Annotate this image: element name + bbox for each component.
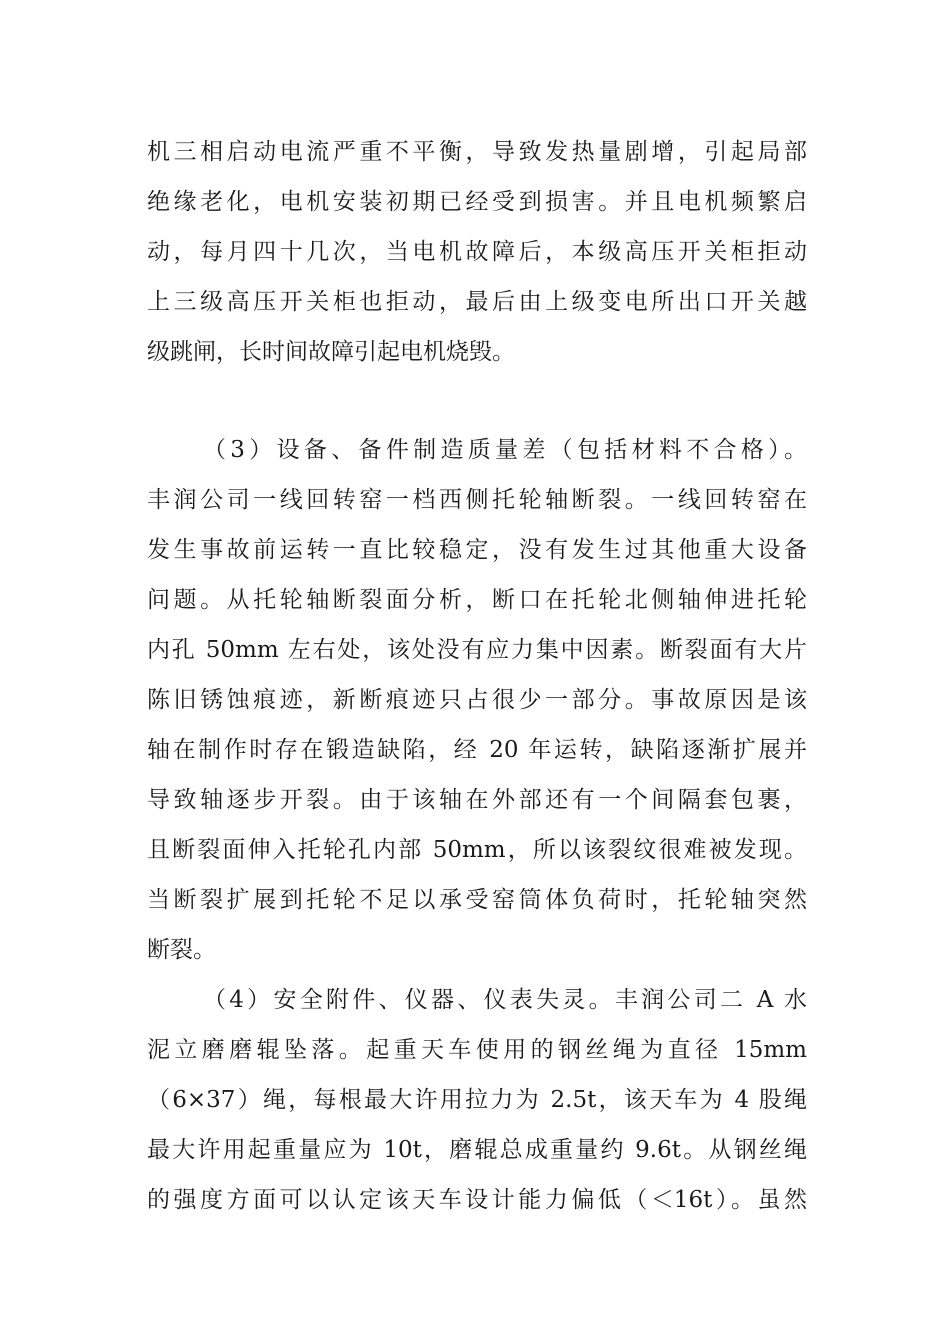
text-line: 断裂。: [147, 937, 216, 963]
text-line: 内孔 50mm 左右处，该处没有应力集中因素。断裂面有大片: [147, 637, 807, 663]
text-line: 泥立磨磨辊坠落。起重天车使用的钢丝绳为直径 15mm: [147, 1037, 807, 1063]
text-line: 丰润公司一线回转窑一档西侧托轮轴断裂。一线回转窑在: [147, 487, 807, 513]
text-line: 最大许用起重量应为 10t，磨辊总成重量约 9.6t。从钢丝绳: [147, 1137, 807, 1163]
text-line: 陈旧锈蚀痕迹，新断痕迹只占很少一部分。事故原因是该: [147, 687, 807, 713]
paragraph-heading: （3）设备、备件制造质量差（包括材料不合格）。: [203, 437, 807, 463]
text-line: 发生事故前运转一直比较稳定，没有发生过其他重大设备: [147, 537, 807, 563]
text-line: 当断裂扩展到托轮不足以承受窑筒体负荷时，托轮轴突然: [147, 887, 807, 913]
text-line: 级跳闸，长时间故障引起电机烧毁。: [147, 339, 515, 365]
text-line: 的强度方面可以认定该天车设计能力偏低（＜16t）。虽然: [147, 1187, 807, 1213]
text-line: 且断裂面伸入托轮孔内部 50mm，所以该裂纹很难被发现。: [147, 837, 807, 863]
text-line: 机三相启动电流严重不平衡，导致发热量剧增，引起局部: [147, 139, 807, 165]
text-line: 问题。从托轮轴断裂面分析，断口在托轮北侧轴伸进托轮: [147, 587, 807, 613]
text-line: 导致轴逐步开裂。由于该轴在外部还有一个间隔套包裹，: [147, 787, 807, 813]
text-line: （6×37）绳，每根最大许用拉力为 2.5t，该天车为 4 股绳: [147, 1087, 807, 1113]
text-line: 动，每月四十几次，当电机故障后，本级高压开关柜拒动: [147, 239, 807, 265]
paragraph-heading: （4）安全附件、仪器、仪表失灵。丰润公司二 A 水: [203, 987, 807, 1013]
text-line: 绝缘老化，电机安装初期已经受到损害。并且电机频繁启: [147, 189, 807, 215]
text-line: 轴在制作时存在锻造缺陷，经 20 年运转，缺陷逐渐扩展并: [147, 737, 807, 763]
text-line: 上三级高压开关柜也拒动，最后由上级变电所出口开关越: [147, 289, 807, 315]
